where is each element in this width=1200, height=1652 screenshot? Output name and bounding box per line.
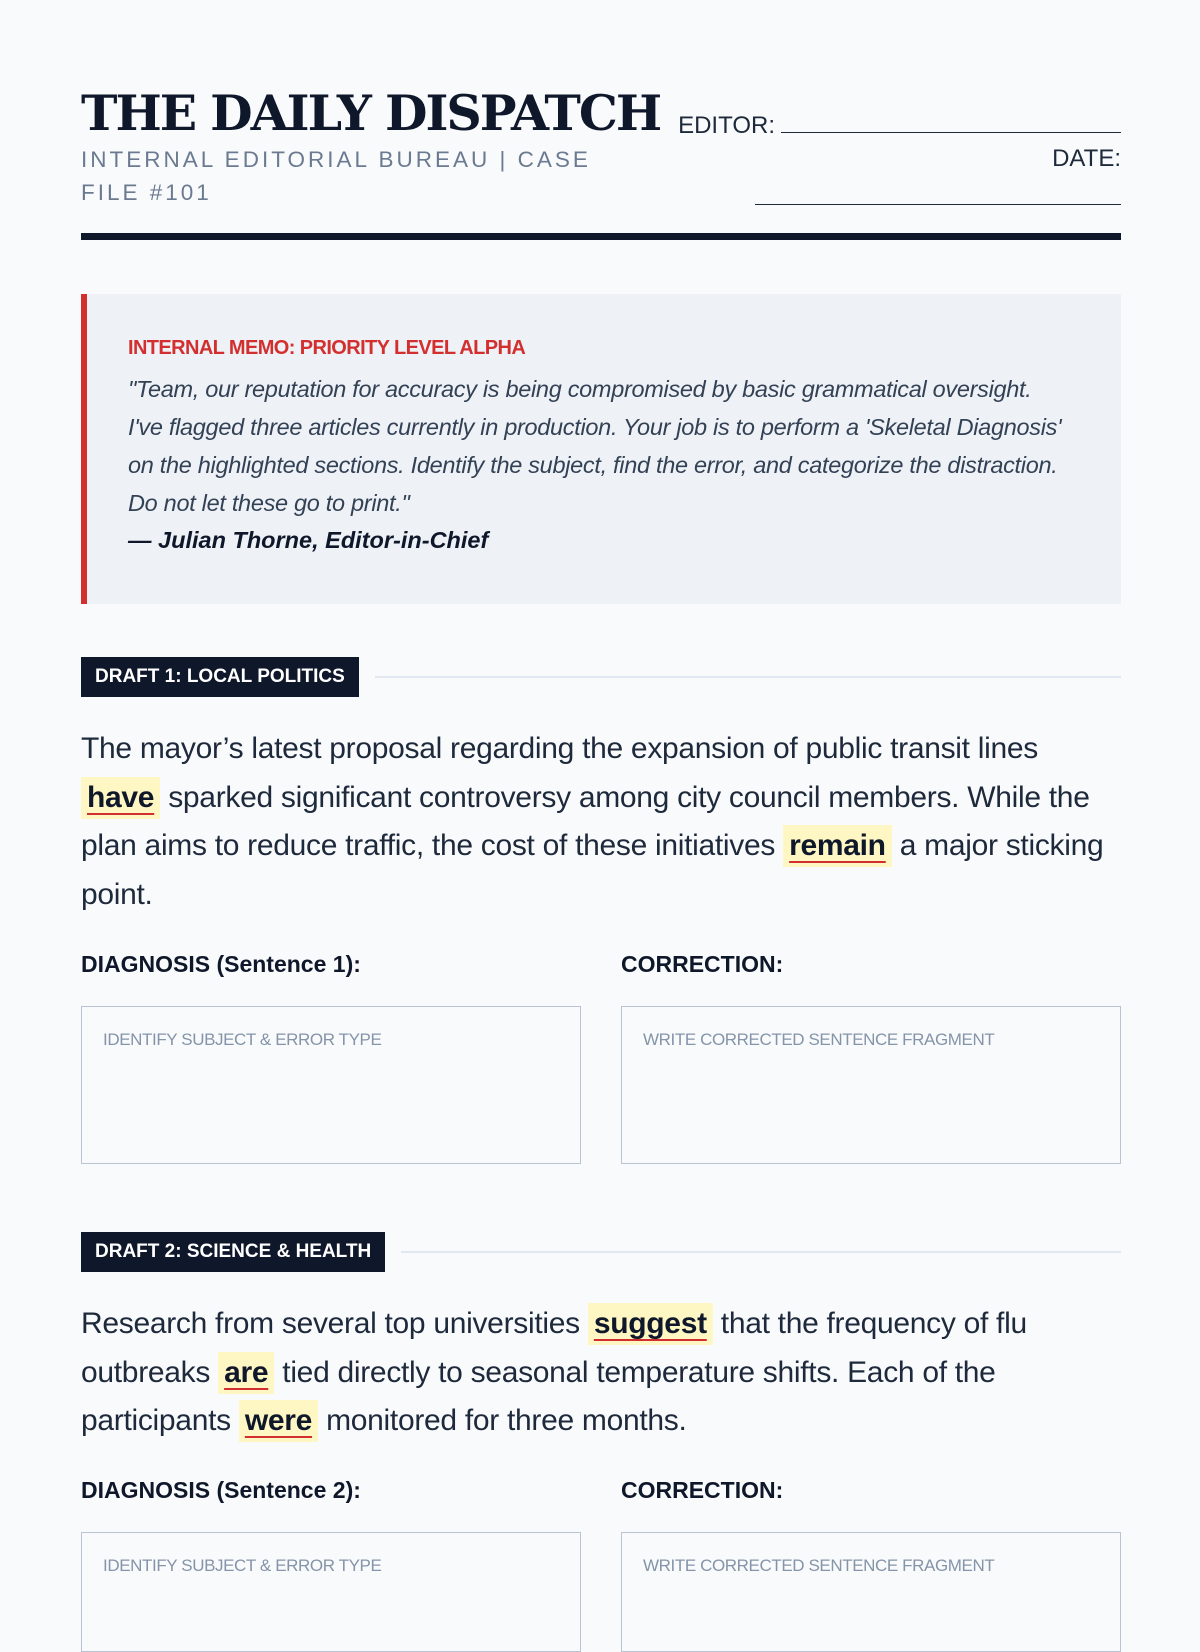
- passage-text: sparked significant controversy among city council members. While the plan aims to reduce traffic, the cost of these initiatives: [81, 780, 1090, 862]
- draft-1-rule: [375, 676, 1121, 678]
- correction-1-box[interactable]: [621, 1006, 1121, 1164]
- publication-title: THE DAILY DISPATCH: [81, 84, 661, 142]
- date-label: DATE:: [1052, 145, 1121, 172]
- diagnosis-2-placeholder: IDENTIFY SUBJECT & ERROR TYPE: [103, 1556, 382, 1575]
- flagged-verb[interactable]: were: [239, 1400, 318, 1442]
- editor-memo: [81, 294, 1121, 604]
- draft-1-tag: DRAFT 1: LOCAL POLITICS: [81, 657, 359, 697]
- flagged-verb[interactable]: remain: [783, 825, 892, 867]
- passage-text: monitored for three months.: [318, 1404, 687, 1437]
- flagged-verb[interactable]: have: [81, 777, 160, 819]
- draft-2-tag: DRAFT 2: SCIENCE & HEALTH: [81, 1232, 385, 1272]
- correction-2-placeholder: WRITE CORRECTED SENTENCE FRAGMENT: [643, 1556, 995, 1575]
- flagged-verb[interactable]: are: [218, 1352, 274, 1394]
- editor-field[interactable]: [678, 108, 1121, 143]
- draft-1-passage: [81, 725, 1121, 919]
- correction-2-box[interactable]: [621, 1532, 1121, 1652]
- diagnosis-2-box[interactable]: [81, 1532, 581, 1652]
- date-field[interactable]: [755, 180, 1121, 213]
- correction-2-label: CORRECTION:: [621, 1477, 784, 1503]
- memo-heading: INTERNAL MEMO: PRIORITY LEVEL ALPHA: [128, 337, 526, 359]
- correction-1-label: CORRECTION:: [621, 951, 784, 977]
- draft-2-header: [81, 1232, 1121, 1272]
- masthead: [81, 0, 1121, 242]
- case-file-subtitle: INTERNAL EDITORIAL BUREAU | CASE FILE #101: [81, 147, 591, 205]
- worksheet-page: [81, 0, 1121, 1575]
- memo-body: "Team, our reputation for accuracy is being compromised by basic grammatical oversight. I've flagged three articles currently in production. Your job is to perform a 'Skeletal Diagnosis' on the highlighted sections. Identify the subject, find the error, and categorize the distraction. Do not let these go to print.": [128, 376, 1062, 516]
- passage-text: a major sticking point.: [81, 829, 1104, 911]
- masthead-divider: [81, 233, 1121, 240]
- date-blank-line[interactable]: [755, 180, 1121, 205]
- diagnosis-2-label: DIAGNOSIS (Sentence 2):: [81, 1477, 361, 1503]
- passage-text: Research from several top universities: [81, 1307, 588, 1340]
- diagnosis-1-box[interactable]: [81, 1006, 581, 1164]
- draft-2-passage: [81, 1300, 1121, 1446]
- flagged-verb[interactable]: suggest: [588, 1303, 713, 1345]
- passage-text: tied directly to seasonal temperature shifts. Each of the participants: [81, 1355, 996, 1437]
- passage-text: The mayor’s latest proposal regarding the expansion of public transit lines: [81, 732, 1038, 765]
- correction-1-placeholder: WRITE CORRECTED SENTENCE FRAGMENT: [643, 1030, 995, 1049]
- memo-signature: — Julian Thorne, Editor-in-Chief: [128, 527, 489, 553]
- passage-text: that the frequency of flu outbreaks: [81, 1307, 1027, 1389]
- diagnosis-1-label: DIAGNOSIS (Sentence 1):: [81, 951, 361, 977]
- draft-2-rule: [401, 1251, 1121, 1253]
- editor-blank-line[interactable]: [781, 108, 1121, 133]
- draft-1-header: [81, 657, 1121, 697]
- editor-label: EDITOR:: [678, 112, 775, 139]
- diagnosis-1-placeholder: IDENTIFY SUBJECT & ERROR TYPE: [103, 1030, 382, 1049]
